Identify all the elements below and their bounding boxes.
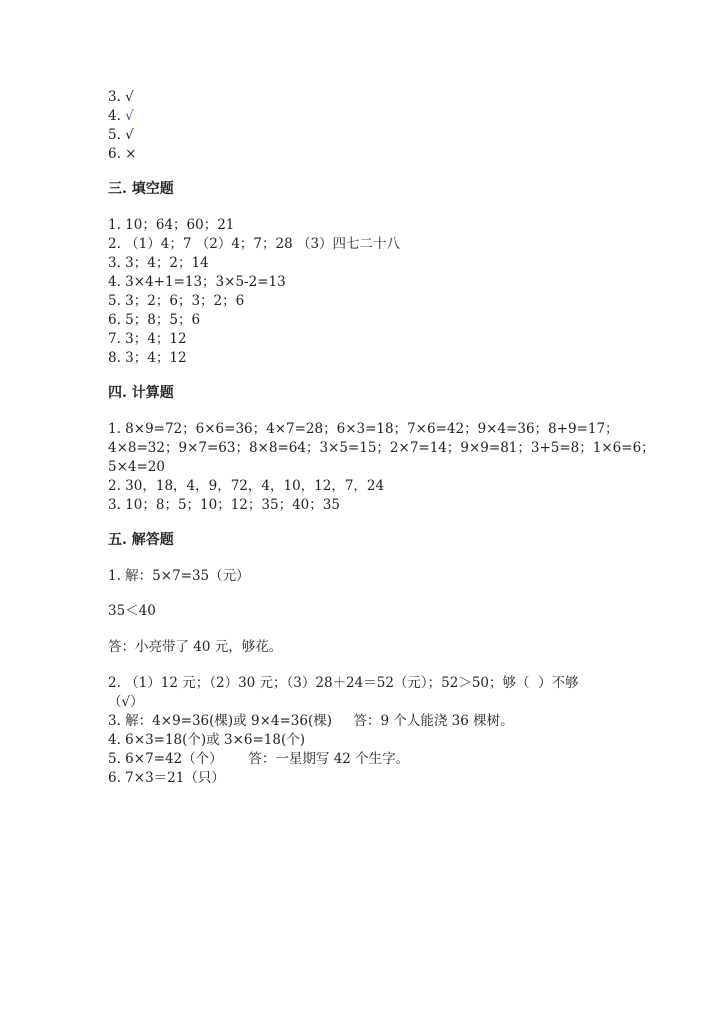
- item-number: 6.: [108, 146, 126, 162]
- answer-line: 1. 10；64；60；21: [108, 217, 235, 233]
- answer-line: 1. 8×9=72；6×6=36；4×7=28；6×3=18；7×6=42；9×4=36；8+9=17；: [108, 421, 619, 437]
- section-title-calculation: 四. 计算题: [108, 385, 174, 401]
- check-mark: √: [125, 108, 134, 124]
- answer-line: 2. （1）4；7 （2）4；7；28 （3）四七二十八: [108, 236, 401, 252]
- answer-line: 2. 30，18，4，9，72，4，10，12，7，24: [108, 478, 385, 494]
- answer-line: 5×4=20: [108, 459, 165, 475]
- judge-item-5: [108, 126, 134, 144]
- answer-line: 6. 7×3＝21（只）: [108, 770, 225, 786]
- answer-line: 4. 3×4+1=13；3×5-2=13: [108, 274, 286, 290]
- answer-line: 4×8=32；9×7=63；8×8=64；3×5=15；2×7=14；9×9=81；3+5=8；1×6=6；: [108, 440, 655, 456]
- answer-line: 3. 3；4；2；14: [108, 255, 209, 271]
- check-mark: √: [125, 89, 134, 105]
- answer-line: 6. 5；8；5；6: [108, 312, 201, 328]
- answer-line: 5. 3；2；6；3；2；6: [108, 293, 245, 309]
- section-title-fill-in: 三. 填空题: [108, 181, 174, 197]
- item-number: 5.: [108, 127, 126, 143]
- answer-line: 1. 解：5×7=35（元）: [108, 568, 250, 584]
- answer-line: 3. 10；8；5；10；12；35；40；35: [108, 497, 340, 513]
- answer-line: 35＜40: [108, 603, 156, 619]
- answer-line: 2. （1）12 元；（2）30 元；（3）28＋24＝52（元）；52＞50；够（ ）不够: [108, 675, 579, 691]
- item-number: 4.: [108, 108, 126, 124]
- answer-line: 答：小亮带了 40 元，够花。: [108, 639, 283, 655]
- judge-item-3: [108, 88, 134, 106]
- answer-line: 7. 3；4；12: [108, 331, 187, 347]
- cross-mark: ×: [125, 146, 137, 162]
- answer-line: 3. 解：4×9=36(棵)或 9×4=36(棵) 答：9 个人能浇 36 棵树。: [108, 713, 514, 729]
- section-title-word-problems: 五. 解答题: [108, 532, 174, 548]
- judge-item-6: [108, 145, 136, 163]
- answer-line: （√）: [108, 694, 144, 710]
- answer-line: 5. 6×7=42（个） 答：一星期写 42 个生字。: [108, 751, 410, 767]
- answer-line: 8. 3；4；12: [108, 350, 187, 366]
- item-number: 3.: [108, 89, 126, 105]
- check-mark: √: [125, 127, 134, 143]
- judge-item-4: [108, 107, 134, 125]
- answer-line: 4. 6×3=18(个)或 3×6=18(个): [108, 732, 305, 748]
